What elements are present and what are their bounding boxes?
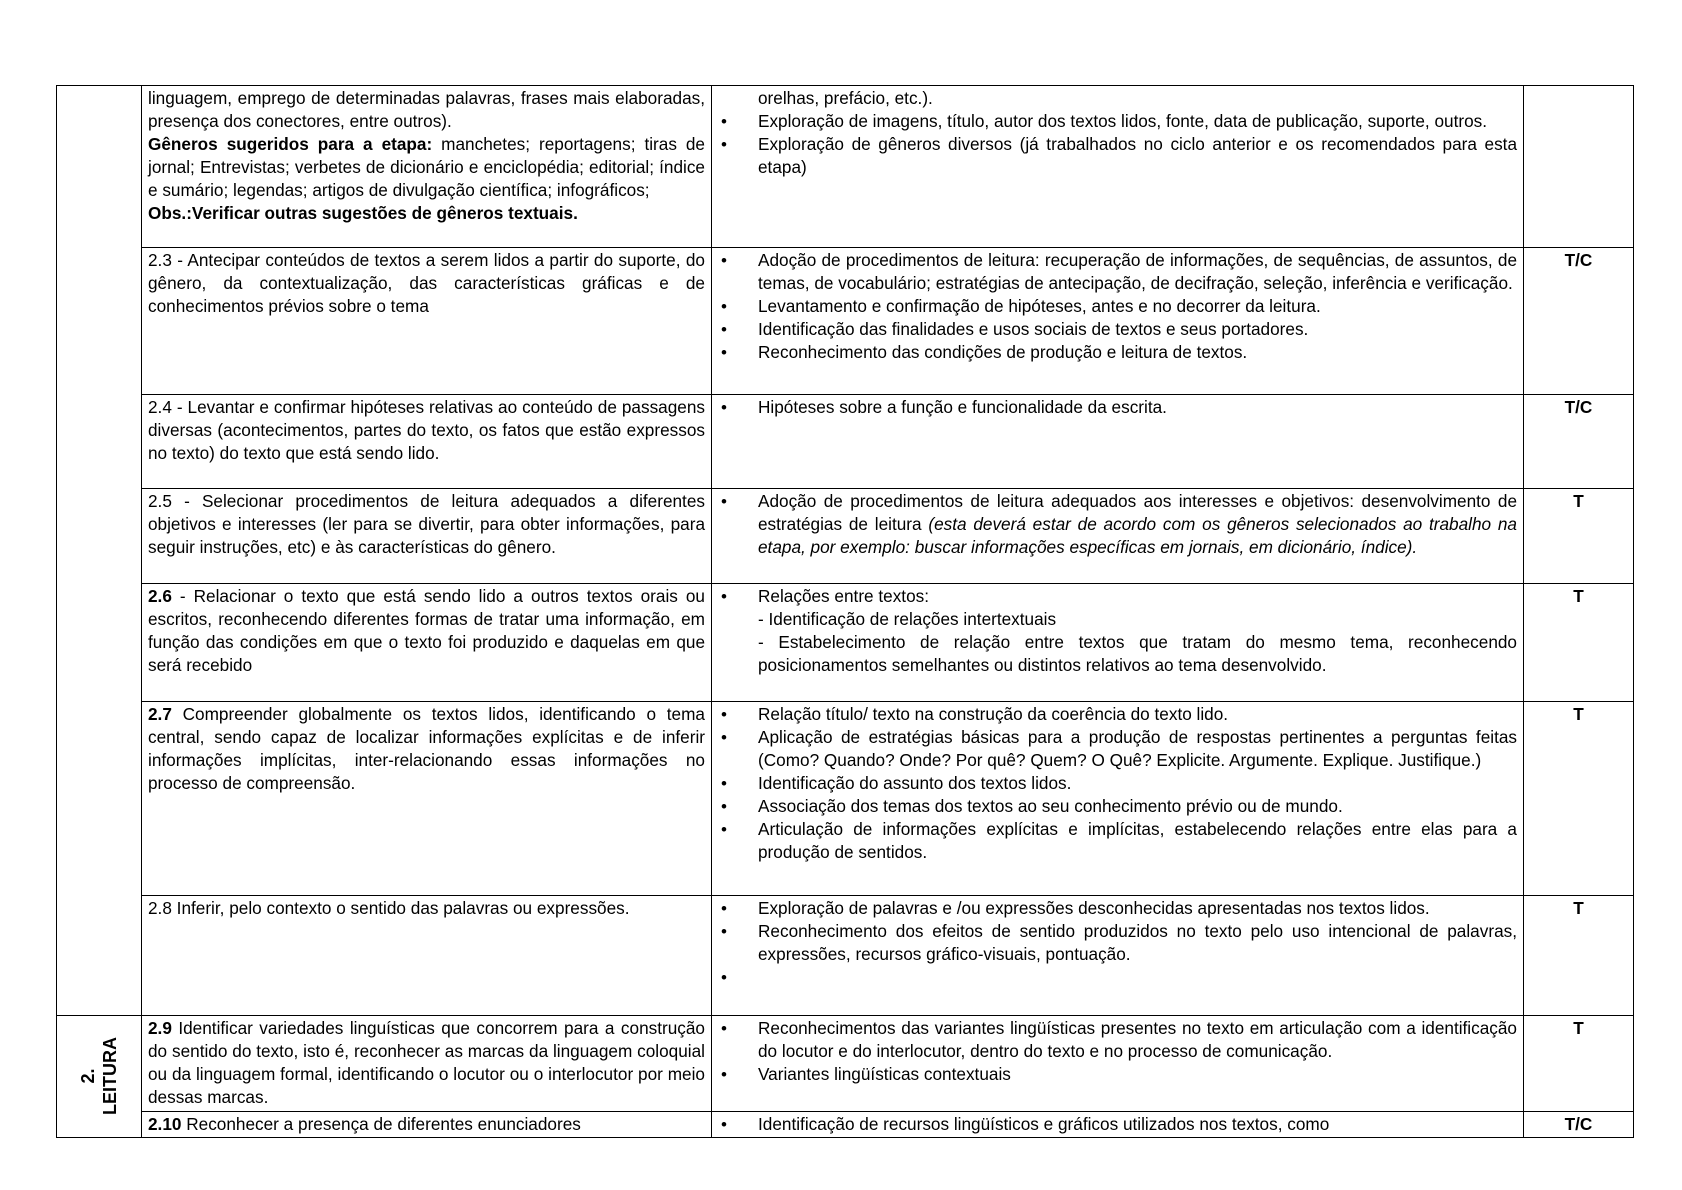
content-item: • Identificação de recursos lingüísticos e gráficos utilizados nos textos, como	[721, 1114, 1330, 1134]
contents-cell	[712, 584, 1524, 702]
content-item: • Identificação do assunto dos textos lidos.	[721, 773, 1072, 793]
table-row	[57, 86, 1634, 248]
level-cell: T	[1524, 584, 1634, 702]
contents-cell	[712, 1016, 1524, 1112]
objective-cell	[142, 86, 712, 248]
content-item: • Aplicação de estratégias básicas para a produção de respostas pertinentes a perguntas feitas (Como? Quando? Onde? Por quê? Quem? O Quê? Explicite. Argumente. Explique. Justifique.)	[721, 727, 1517, 770]
contents-cell	[712, 86, 1524, 248]
content-item: • Exploração de gêneros diversos (já trabalhados no ciclo anterior e os recomendados para esta etapa)	[721, 134, 1517, 177]
table-row	[57, 489, 1634, 584]
objective-cell: 2.3 - Antecipar conteúdos de textos a serem lidos a partir do suporte, do gênero, da contextualização, das características gráficas e de conhecimentos prévios sobre o tema	[142, 248, 712, 395]
table-row	[57, 1016, 1634, 1112]
area-name: LEITURA	[100, 1037, 120, 1115]
content-item: •	[721, 968, 727, 987]
objective-cell: 2.4 - Levantar e confirmar hipóteses relativas ao conteúdo de passagens diversas (acontecimentos, partes do texto, os fatos que estão expressos no texto) do texto que está sendo lido.	[142, 395, 712, 489]
content-item: • Reconhecimento dos efeitos de sentido produzidos no texto pelo uso intencional de palavras, expressões, recursos gráfico-visuais, pontuação.	[721, 921, 1517, 964]
content-item: • Adoção de procedimentos de leitura adequados aos interesses e objetivos: desenvolvimento de estratégias de leitura (esta deverá estar de acordo com os gêneros selecionados ao trabalho na etapa, por exemplo: buscar informações específicas em jornais, em dicionário, índice).	[721, 491, 1517, 557]
obs-note: Obs.:Verificar outras sugestões de gêneros textuais.	[148, 203, 578, 223]
level-cell: T/C	[1524, 248, 1634, 395]
objective-cell: 2.6 - Relacionar o texto que está sendo lido a outros textos orais ou escritos, reconhecendo diferentes formas de tratar uma informação, em função das condições em que o texto foi produzido e daquelas em que será recebido	[142, 584, 712, 702]
objective-cell: 2.7 Compreender globalmente os textos lidos, identificando o tema central, sendo capaz de localizar informações explícitas e de inferir informações implícitas, inter-relacionando essas informações no processo de compreensão.	[142, 702, 712, 896]
content-item: • Relações entre textos:	[721, 586, 930, 606]
level-cell	[1524, 86, 1634, 248]
table-row	[57, 395, 1634, 489]
content-item: - Estabelecimento de relação entre textos que tratam do mesmo tema, reconhecendo posicionamentos semelhantes ou distintos relativos ao tema desenvolvido.	[758, 632, 1517, 675]
content-item: • Exploração de imagens, título, autor dos textos lidos, fonte, data de publicação, suporte, outros.	[721, 111, 1488, 131]
content-item: • Levantamento e confirmação de hipóteses, antes e no decorrer da leitura.	[721, 296, 1321, 316]
objective-cell: 2.10 Reconhecer a presença de diferentes enunciadores	[142, 1112, 712, 1138]
content-item: • Relação título/ texto na construção da coerência do texto lido.	[721, 704, 1229, 724]
contents-cell	[712, 395, 1524, 489]
content-item: • Adoção de procedimentos de leitura: recuperação de informações, de sequências, de assuntos, de temas, de vocabulário; estratégias de antecipação, de decifração, seleção, inferência e verificação.	[721, 250, 1517, 293]
level-cell: T/C	[1524, 395, 1634, 489]
level-cell: T	[1524, 896, 1634, 1016]
objective-cell: 2.8 Inferir, pelo contexto o sentido das palavras ou expressões.	[142, 896, 712, 1016]
level-cell: T	[1524, 489, 1634, 584]
contents-cell	[712, 896, 1524, 1016]
table-row	[57, 248, 1634, 395]
genres-label: Gêneros sugeridos para a etapa:	[148, 134, 433, 154]
objective-cell: 2.5 - Selecionar procedimentos de leitura adequados a diferentes objetivos e interesses (ler para se divertir, para obter informações, para seguir instruções, etc) e às características do gênero.	[142, 489, 712, 584]
level-cell: T	[1524, 702, 1634, 896]
area-label	[77, 1037, 121, 1115]
table-row	[57, 1112, 1634, 1138]
content-item: • Reconhecimento das condições de produção e leitura de textos.	[721, 342, 1248, 362]
content-item: • Reconhecimentos das variantes lingüísticas presentes no texto em articulação com a identificação do locutor e do interlocutor, dentro do texto e no processo de comunicação.	[721, 1018, 1517, 1061]
level-cell: T	[1524, 1016, 1634, 1112]
content-item: • Articulação de informações explícitas e implícitas, estabelecendo relações entre elas para a produção de sentidos.	[721, 819, 1517, 862]
level-cell: T/C	[1524, 1112, 1634, 1138]
area-cell-empty	[57, 86, 142, 1016]
content-item: - Identificação de relações intertextuais	[758, 609, 1057, 629]
table-row	[57, 702, 1634, 896]
contents-cell	[712, 1112, 1524, 1138]
area-number: 2.	[78, 1068, 98, 1084]
curriculum-table	[56, 85, 1634, 1138]
area-cell	[57, 1016, 142, 1138]
objective-cell: 2.9 Identificar variedades linguísticas que concorrem para a construção do sentido do texto, isto é, reconhecer as marcas da linguagem coloquial ou da linguagem formal, identificando o locutor ou o interlocutor por meio dessas marcas.	[142, 1016, 712, 1112]
table-row	[57, 896, 1634, 1016]
genres-text: manchetes; reportagens; tiras de jornal; Entrevistas; verbetes de dicionário e enciclopédia; editorial; índice e sumário; legendas; artigos de divulgação científica; infográficos;	[148, 134, 705, 200]
table-row	[57, 584, 1634, 702]
content-item: • Associação dos temas dos textos ao seu conhecimento prévio ou de mundo.	[721, 796, 1343, 816]
content-item: • Identificação das finalidades e usos sociais de textos e seus portadores.	[721, 319, 1309, 339]
content-item: • Hipóteses sobre a função e funcionalidade da escrita.	[721, 397, 1167, 417]
content-item: • Variantes lingüísticas contextuais	[721, 1064, 1011, 1084]
contents-cell	[712, 248, 1524, 395]
content-item: orelhas, prefácio, etc.).	[758, 88, 933, 108]
contents-cell	[712, 702, 1524, 896]
objective-text: linguagem, emprego de determinadas palavras, frases mais elaboradas, presença dos conectores, entre outros).	[148, 88, 705, 131]
contents-cell	[712, 489, 1524, 584]
content-item: • Exploração de palavras e /ou expressões desconhecidas apresentadas nos textos lidos.	[721, 898, 1430, 918]
